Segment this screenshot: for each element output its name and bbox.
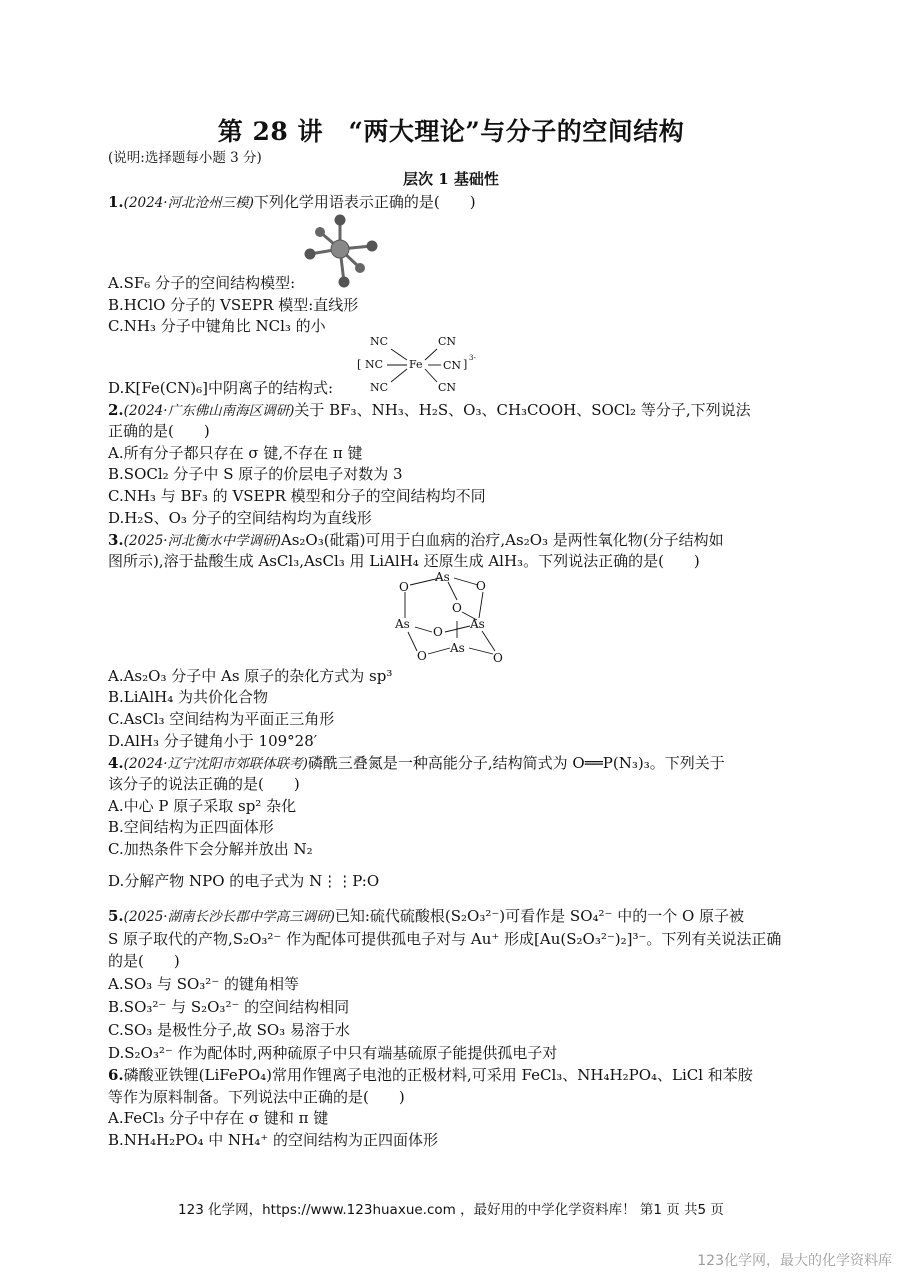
svg-text:]: ] [463, 358, 468, 371]
q6-stem-line2: 等作为原料制备。下列说法中正确的是( ) [108, 1088, 405, 1106]
q4-option-a: A.中心 P 原子采取 sp² 杂化 [108, 797, 297, 815]
page-footer: 123 化学网，https://www.123huaxue.com ，最好用的中学化学资料库！ 第1 页 共5 页 [178, 1202, 724, 1218]
q3-option-d: D.AlH₃ 分子键角小于 109°28′ [108, 732, 318, 750]
sf6-model-icon [300, 210, 380, 290]
nc-left: NC [365, 358, 384, 371]
q2-stem-line1 [108, 400, 751, 421]
q1-option-a: A.SF₆ 分子的空间结构模型: [108, 274, 296, 292]
q3-source: (2025·河北衡水中学调研) [123, 533, 281, 549]
o-center: O [452, 601, 462, 615]
q5-option-a: A.SO₃ 与 SO₃²⁻ 的键角相等 [108, 975, 300, 993]
q5-stem-line3: 的是( ) [108, 952, 180, 970]
q1-stem [108, 192, 476, 213]
o-middle: O [433, 625, 443, 639]
ferricyanide-structure [355, 332, 485, 396]
q2-stem-text: 关于 BF₃、NH₃、H₂S、O₃、CH₃COOH、SOCl₂ 等分子,下列说法 [294, 401, 751, 419]
section-heading: 层次 1 基础性 [403, 170, 499, 188]
q4-stem-line1 [108, 753, 725, 774]
q6-option-a: A.FeCl₃ 分子中存在 σ 键和 π 键 [108, 1109, 329, 1127]
q1-number: 1. [108, 193, 124, 211]
q5-option-b: B.SO₃²⁻ 与 S₂O₃²⁻ 的空间结构相同 [108, 998, 350, 1016]
q6-stem-text: 磷酸亚铁锂(LiFePO₄)常用作锂离子电池的正极材料,可采用 FeCl₃、NH₄H₂PO₄、LiCl 和苯胺 [123, 1066, 753, 1084]
q5-stem-line1 [108, 906, 744, 927]
q1-option-b: B.HClO 分子的 VSEPR 模型:直线形 [108, 296, 359, 314]
as-top: As [435, 570, 450, 584]
q1-option-d: D.K[Fe(CN)₆]中阴离子的结构式: [108, 379, 334, 397]
page-title: 第 28 讲 “两大理论”与分子的空间结构 [217, 117, 685, 146]
q3-option-b: B.LiAlH₄ 为共价化合物 [108, 688, 269, 706]
q4-stem-line2: 该分子的说法正确的是( ) [108, 775, 300, 793]
cn-top: CN [438, 335, 457, 348]
q2-source: (2024·广东佛山南海区调研) [123, 403, 295, 419]
q2-option-b: B.SOCl₂ 分子中 S 原子的价层电子对数为 3 [108, 465, 403, 483]
q4-stem-text: 磷酰三叠氮是一种高能分子,结构简式为 O══P(N₃)₃。下列关于 [307, 754, 725, 772]
q4-number: 4. [108, 754, 124, 772]
cn-right: CN [443, 359, 462, 372]
scoring-note: (说明:选择题每小题 3 分) [108, 150, 262, 166]
q3-stem-line1 [108, 530, 724, 551]
q3-option-a: A.As₂O₃ 分子中 As 原子的杂化方式为 sp³ [108, 667, 393, 685]
q4-source: (2024·辽宁沈阳市郊联体联考) [123, 756, 308, 772]
q3-option-c: C.AsCl₃ 空间结构为平面正三角形 [108, 710, 335, 728]
fe-center: Fe [409, 358, 423, 371]
q5-stem-text: 已知:硫代硫酸根(S₂O₃²⁻)可看作是 SO₄²⁻ 中的一个 O 原子被 [334, 907, 745, 925]
q5-number: 5. [108, 907, 124, 925]
q5-option-c: C.SO₃ 是极性分子,故 SO₃ 易溶于水 [108, 1021, 350, 1039]
as2o3-structure [390, 568, 510, 666]
nc-bottom: NC [370, 381, 389, 394]
q5-source: (2025·湖南长沙长郡中学高三调研) [123, 909, 335, 925]
o-top-left: O [399, 580, 409, 594]
cn-bottom: CN [438, 381, 457, 394]
o-bottom-right: O [493, 651, 503, 665]
o-bottom-left: O [417, 649, 427, 663]
as-right: As [470, 617, 485, 631]
q6-number: 6. [108, 1066, 124, 1084]
q3-number: 3. [108, 531, 124, 549]
q1-source: (2024·河北沧州三模) [123, 195, 254, 211]
q2-option-a: A.所有分子都只存在 σ 键,不存在 π 键 [108, 444, 363, 462]
q4-option-b: B.空间结构为正四面体形 [108, 818, 274, 836]
svg-text:[: [ [357, 358, 362, 371]
q1-stem-text: 下列化学用语表示正确的是( ) [253, 193, 476, 211]
q4-option-d: D.分解产物 NPO 的电子式为 N⋮⋮P:O [108, 872, 380, 890]
q5-option-d: D.S₂O₃²⁻ 作为配体时,两种硫原子中只有端基硫原子能提供孤电子对 [108, 1044, 558, 1062]
q4-option-c: C.加热条件下会分解并放出 N₂ [108, 840, 313, 858]
q6-option-b: B.NH₄H₂PO₄ 中 NH₄⁺ 的空间结构为正四面体形 [108, 1131, 438, 1149]
site-watermark: 123化学网，最大的化学资料库 [697, 1253, 892, 1269]
o-top-right: O [476, 579, 486, 593]
q5-stem-line2: S 原子取代的产物,S₂O₃²⁻ 作为配体可提供孤电子对与 Au⁺ 形成[Au(S₂O₃²⁻)₂]³⁻。下列有关说法正确 [108, 930, 782, 948]
q3-stem-text: As₂O₃(砒霜)可用于白血病的治疗,As₂O₃ 是两性氧化物(分子结构如 [280, 531, 724, 549]
as-bottom: As [450, 641, 465, 655]
q2-option-c: C.NH₃ 与 BF₃ 的 VSEPR 模型和分子的空间结构均不同 [108, 487, 486, 505]
q2-number: 2. [108, 401, 124, 419]
q3-stem-line2: 图所示),溶于盐酸生成 AsCl₃,AsCl₃ 用 LiAlH₄ 还原生成 AlH₃。下列说法正确的是( ) [108, 552, 700, 570]
q2-stem-line2: 正确的是( ) [108, 422, 210, 440]
charge: 3- [469, 354, 476, 362]
nc-top: NC [370, 335, 389, 348]
q2-option-d: D.H₂S、O₃ 分子的空间结构均为直线形 [108, 509, 372, 527]
q1-option-c: C.NH₃ 分子中键角比 NCl₃ 的小 [108, 317, 326, 335]
as-left: As [395, 617, 410, 631]
q6-stem-line1 [108, 1065, 753, 1085]
